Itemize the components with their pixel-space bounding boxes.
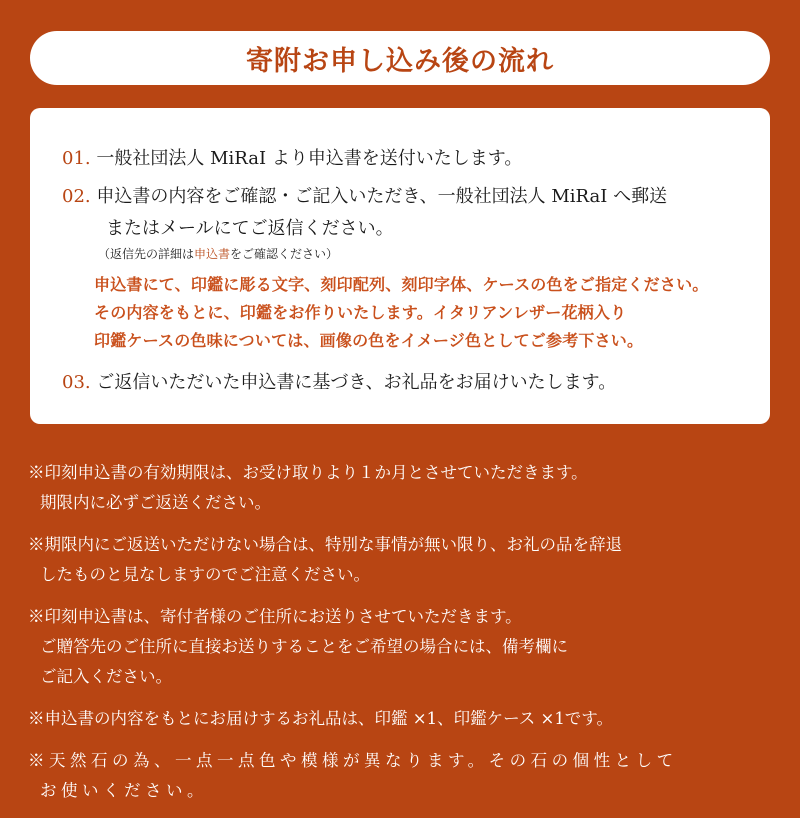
step-02 <box>62 182 667 208</box>
step-02-number: 02. <box>62 186 91 207</box>
note-line: ご記入ください。 <box>40 667 172 686</box>
reply-address-note <box>98 245 338 262</box>
note-line: 期限内に必ずご返送ください。 <box>40 493 271 512</box>
note-line: したものと見なしますのでご注意ください。 <box>40 565 370 584</box>
step-01-number: 01. <box>62 148 91 169</box>
step-01 <box>62 144 522 170</box>
note-item <box>28 530 776 590</box>
step-03-text: ご返信いただいた申込書に基づき、お礼品をお届けいたします。 <box>96 372 617 393</box>
step-02-text: 申込書の内容をご確認・ご記入いただき、一般社団法人 MiRaI へ郵送 <box>96 186 668 207</box>
page-title: 寄附お申し込み後の流れ <box>246 45 554 77</box>
note-highlight: 申込書 <box>194 247 231 261</box>
note-line: ※印刻申込書は、寄付者様のご住所にお送りさせていただきます。 <box>28 607 522 626</box>
note-line: ※天然石の為、一点一点色や模様が異なります。その石の個性として <box>28 751 678 770</box>
note-line: お使いください。 <box>40 781 208 800</box>
step-01-text: 一般社団法人 MiRaI より申込書を送付いたします。 <box>96 148 523 169</box>
note-prefix: （返信先の詳細は <box>98 247 195 261</box>
note-line: ※印刻申込書の有効期限は、お受け取りより１か月とさせていただきます。 <box>28 463 588 482</box>
step-02-text-continued: またはメールにてご返信ください。 <box>106 218 394 239</box>
step-03 <box>62 368 616 394</box>
step-03-number: 03. <box>62 372 91 393</box>
steps-card <box>30 108 770 424</box>
note-line: ※期限内にご返送いただけない場合は、特別な事情が無い限り、お礼の品を辞退 <box>28 535 622 554</box>
title-banner <box>30 31 770 85</box>
order-instruction-line: その内容をもとに、印鑑をお作りいたします。イタリアンレザー花柄入り <box>94 303 627 322</box>
note-line: ご贈答先のご住所に直接お送りすることをご希望の場合には、備考欄に <box>40 637 568 656</box>
note-item <box>28 704 776 734</box>
order-instruction-line: 印鑑ケースの色味については、画像の色をイメージ色としてご参考下さい。 <box>94 331 644 350</box>
note-suffix: をご確認ください） <box>230 247 339 261</box>
notes-section <box>28 458 776 818</box>
note-item <box>28 602 776 692</box>
note-item <box>28 458 776 518</box>
order-instruction-line: 申込書にて、印鑑に彫る文字、刻印配列、刻印字体、ケースの色をご指定ください。 <box>94 275 709 294</box>
note-item <box>28 746 776 806</box>
note-line: ※申込書の内容をもとにお届けするお礼品は、印鑑 ×1、印鑑ケース ×1です。 <box>28 709 613 728</box>
